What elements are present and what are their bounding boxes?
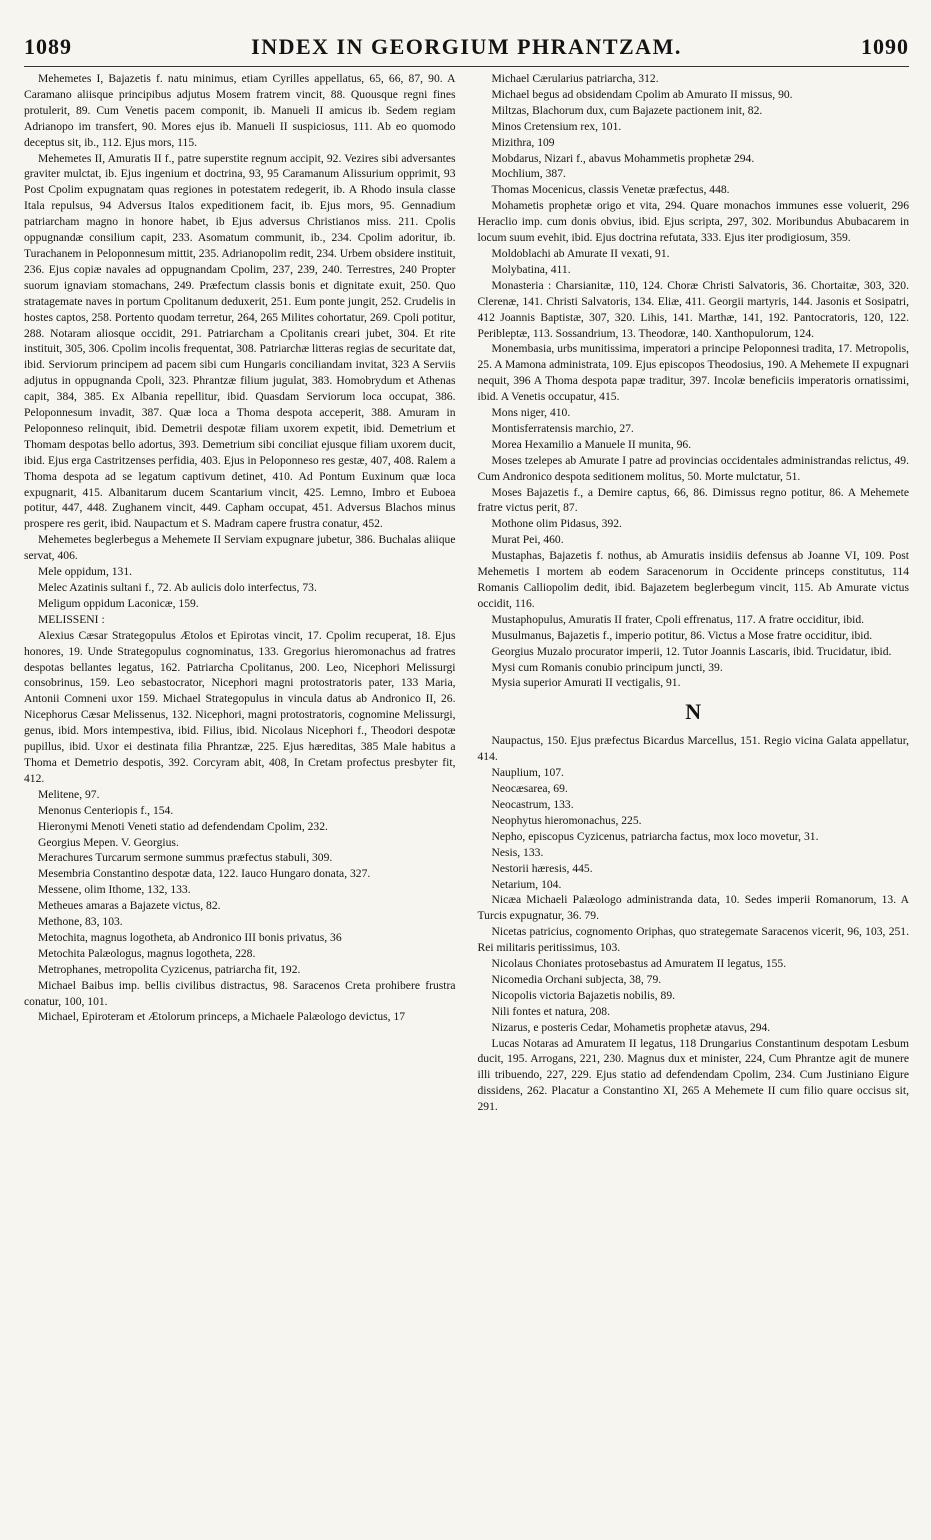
index-entry: Miltzas, Blachorum dux, cum Bajazete pactionem init, 82. bbox=[491, 103, 763, 117]
index-entry: Nili fontes et natura, 208. bbox=[491, 1004, 610, 1018]
index-entry: Moses Bajazetis f., a Demire captus, 66, 86. Dimissus regno potitur, 86. A Mehemete fratre victus perit, 87. bbox=[477, 485, 909, 515]
index-entry: Mehemetes II, Amuratis II f., patre superstite regnum accipit, 92. Vezires sibi adversantes graviter mulctat, ib. Ejus ingenium et doctrina, 93, 95 Caramanum Alissurium opprimit, 93 Post Cpolim expugnatam quas regiones in potestatem redegerit, ib. A Rhodo insula classe Itala repulsus, 94 Adversus Italos expeditionem facit, ib. Ejus mors, 95. Gennadium patriarcham magno in honore habet, ib Ejus adversus Christianos miss. 211. Cpolis oppugnandæ consilium capit, 233. Asomatum communit, ib., 234. Cpolim adoritur, ib. Turachanem in Peloponnesum mittit, 235. Adrianopolim redit, 234. Urbem obsidere instituit, 236. Ejus copiæ navales ad oppugnandam Cpolim, 237, 239, 240. Terrestres, 240 Propter suorum ignaviam stomachans, 249. Præfectum classis bonis et dignitate exuit, 250. Quo stratagemate naves in portum Cpolitanum deduxerit, 251. Eum ponte jungit, 252. Crudelis in hostes captos, 258. Portento quodam terretur, 264, 265 Milites cohortatur, 269. Cpoli potitur, 288. Notaram aliosque occidit, 291. Patriarcham a Cpolitanis creari jubet, 304. Et rite instituit, 305, 306. Cpolim incolis frequentat, 308. Patriarchæ litteras regias de securitate dat, ibid. Serviorum principem ad pacem sibi cum Hungaris conciliandam invitat, 323 A Serviis adjutus in oppugnanda Cpoli, 323. Phrantzæ filium jugulat, 383. Homobrydum et Athenas capit, 384, 385. Ex Albania repellitur, ibid. Quasdam Serviorum loca occupat, 386. Peloponnesum invadit, 387. Quæ loca a Thoma despota acceperit, 388. Amuram in Peloponneso relinquit, ibid. Demetrii despotæ filiam uxorem expetit, ibid. Demetrium et Thomam despotas bello adortus, 393. Demetrium sibi conciliat ejusque filiam uxorem ducit, ibid. Ejus erga Castritzenses perfidia, 403. Ejus in Peloponneso res gestæ, 407, 408. Ralem a Thoma despota ad se legatum captivum detinet, 410. Ad Pontum Euxinum quæ loca expugnarit, 415. Albanitarum ducem Scantarium vincit, 425. Lemno, Imbro et Euboea potitur, 447, 448. Zughanem vincit, 449. Capham occupat, 451. Adversus Blachos minus prospere res gerit, ibid. Naupactum et S. Madram capere frustra conatur, 452. bbox=[24, 151, 456, 531]
index-entry: Nicopolis victoria Bajazetis nobilis, 89. bbox=[491, 988, 676, 1002]
index-entry: Monembasia, urbs munitissima, imperatori a principe Peloponnesi tradita, 17. Metropolis, 25. A Mamona administrata, 109. Ejus episcopos Theodosius, 190. A Mehemete II expugnari nequit, 396 A Thoma despota papæ traditur, 397. Incolæ beneficiis imperatoris ornatissimi, ibid. A Venetis occupatur, 415. bbox=[477, 342, 909, 404]
index-entry: Nauplium, 107. bbox=[491, 766, 564, 780]
index-entry: Nicomedia Orchani subjecta, 38, 79. bbox=[491, 972, 662, 986]
index-entry: Hieronymi Menoti Veneti statio ad defendendam Cpolim, 232. bbox=[38, 819, 328, 833]
index-entry: Mothone olim Pidasus, 392. bbox=[491, 517, 622, 531]
index-entry: Methone, 83, 103. bbox=[38, 915, 123, 929]
index-entry: Menonus Centeriopis f., 154. bbox=[38, 803, 174, 817]
index-entry: Neocæsarea, 69. bbox=[491, 782, 568, 796]
index-entry: Murat Pei, 460. bbox=[491, 533, 564, 547]
index-entry: Michael Cærularius patriarcha, 312. bbox=[491, 72, 659, 85]
index-entry: Mysi cum Romanis conubio principum juncti, 39. bbox=[491, 660, 723, 674]
index-entry: Metheues amaras a Bajazete victus, 82. bbox=[38, 899, 221, 913]
index-entry: Mustaphopulus, Amuratis II frater, Cpoli effrenatus, 117. A fratre occiditur, ibid. bbox=[491, 612, 865, 626]
right-page-number: 1090 bbox=[861, 34, 909, 59]
index-entry: Mochlium, 387. bbox=[491, 167, 566, 181]
section-letter: N bbox=[685, 699, 702, 725]
index-entry: Meligum oppidum Laconicæ, 159. bbox=[38, 596, 199, 610]
index-entry: Mohametis prophetæ origo et vita, 294. Quare monachos immunes esse voluerit, 296 Heraclio imp. cum donis obvius, ibid. Ejus scripta, 297, 302. Moribundus Abubacarem in locum suum evehit, ibid. Ejus doctrina refutata, 333. Ejus iter prodigiosum, 359. bbox=[477, 199, 909, 245]
index-entry: Nicæa Michaeli Palæologo administranda data, 10. Sedes imperii Romanorum, 13. A Turcis expugnatur, 36. 79. bbox=[477, 893, 909, 923]
left-page-number: 1089 bbox=[24, 34, 72, 59]
left-column bbox=[24, 71, 456, 1115]
index-entry: Nicetas patricius, cognomento Oriphas, quo strategemate Saracenos vicerit, 96, 103, 251. Rei militaris peritissimus, 103. bbox=[477, 925, 909, 955]
index-entry: Nicolaus Choniates protosebastus ad Amuratem II legatus, 155. bbox=[491, 957, 787, 971]
index-entry: Lucas Notaras ad Amuratem II legatus, 118 Drungarius Constantinum despotam Lesbum ducit, 195. Arrogans, 221, 230. Magnus dux et minister, 224, Cum Phrantze agit de munere illi tribuendo, 227, 229. Ejus statio ad defendendam Cpolim, 234. Cum Justiniano Eigure dissidens, 262. Placatur a Constantino XI, 265 A Mehemete II cum filio quare occisus sit, 291. bbox=[477, 1036, 909, 1114]
index-entry: Neophytus hieromonachus, 225. bbox=[491, 813, 642, 827]
index-entry: Mustaphas, Bajazetis f. nothus, ab Amuratis insidiis defensus ab Joanne VI, 109. Post Mehemetis I mortem ab eodem Saracenorum in Occidente princeps constitutus, 114 Romanis Calliopolim dedit, ibid. Bajazetem beglerbegum vincit, 115. Ab Amurate victus occidit, 116. bbox=[477, 549, 909, 610]
index-entry: Alexius Cæsar Strategopulus Ætolos et Epirotas vincit, 17. Cpolim recuperat, 18. Ejus honores, 19. Unde Strategopulus cognominatus, 133. Gregorius hieromonachus ad fratres despotas bellantes legatus, 162. Patriarcha Cpolitanus, 200. Leo, Nicephori Melissurgi consobrinus, 159. Leo sebastocrator, Nicephori magni protostratoris pater, 133 Maria, Antonii Comneni uxor 159. Michael Strategopulus in vincula datus ab Andronico II, 26. Nicephorus Cæsar Melissenus, 132. Nicephori, magni protostratoris, cognomine Melissurgi, genus, ibid. Mors intempestiva, ibid. Filius, ibid. Nicolaus Nicephori f., Theodori despotæ pupillus, ibid. Uxor ei destinata filia Phrantzæ, 225. Ejus hæreditas, 385 Male habitus a Thoma et Demetrio despotis, 392. Corcyram abit, 408, In Cretam profectus presbyter fit, 412. bbox=[24, 628, 456, 785]
index-entry: Nestorii hæresis, 445. bbox=[491, 861, 593, 875]
index-entry: Melitene, 97. bbox=[38, 787, 100, 801]
page-title: INDEX IN GEORGIUM PHRANTZAM. bbox=[251, 34, 682, 59]
index-entry: Mons niger, 410. bbox=[491, 406, 571, 420]
right-column bbox=[478, 71, 910, 1115]
index-entry: Neocastrum, 133. bbox=[491, 797, 574, 811]
header-rule bbox=[24, 66, 909, 67]
index-entry: Michael begus ad obsidendam Cpolim ab Amurato II missus, 90. bbox=[491, 87, 793, 101]
index-entry: Nesis, 133. bbox=[491, 845, 544, 859]
index-entry: Mysia superior Amurati II vectigalis, 91. bbox=[491, 676, 681, 690]
index-entry: Nizarus, e posteris Cedar, Mohametis prophetæ atavus, 294. bbox=[491, 1020, 771, 1034]
index-entry: Netarium, 104. bbox=[491, 877, 562, 891]
index-entry: MELISSENI : bbox=[38, 612, 105, 626]
index-entry: Mele oppidum, 131. bbox=[38, 565, 133, 579]
index-entry: Morea Hexamilio a Manuele II munita, 96. bbox=[491, 437, 692, 451]
index-entry: Georgius Mepen. V. Georgius. bbox=[38, 835, 179, 849]
index-entry: Michael, Epiroteram et Ætolorum princeps, a Michaele Palæologo devictus, 17 bbox=[38, 1010, 406, 1024]
index-entry: Monasteria : Charsianitæ, 110, 124. Choræ Christi Salvatoris, 36. Chortaitæ, 303, 320. Clerenæ, 141. Christi Salvatoris, 134. Eliæ, 411. Georgii martyris, 144. Jasonis et Sosipatri, 412 Joannis Baptistæ, 307, 320. Lihis, 141. Marthæ, 141, 192. Pantocratoris, 120, 122. Peribleptæ, 113. Sossandrium, 13. Theodoræ, 140. Xanthopulorum, 124. bbox=[477, 278, 909, 340]
index-entry: Moses tzelepes ab Amurate I patre ad provincias occidentales administrandas relictus, 49. Cum Andronico despota seditionem molitus, 50. Morte mulctatur, 51. bbox=[477, 453, 909, 483]
index-entry: Mehemetes I, Bajazetis f. natu minimus, etiam Cyrilles appellatus, 65, 66, 87, 90. A Caramano aliisque principibus adjutus Mosem fratrem vincit, 88. Quousque regni fines protulerit, 89. Cum Venetis pacem componit, ib. Manueli II amicus ib. Sedem regiam Adrianopo im transfert, 90. Mores ejus ib. Manueli II suspiciosus, 111. Ab eo quomodo deceptus sit, ib., 112. Ejus mors, 115. bbox=[24, 72, 456, 149]
index-entry: Metrophanes, metropolita Cyzicenus, patriarcha fit, 192. bbox=[38, 962, 301, 976]
index-entry: Mehemetes beglerbegus a Mehemete II Serviam expugnare jubetur, 386. Buchalas aliique servat, 406. bbox=[24, 533, 456, 563]
index-entry: Georgius Muzalo procurator imperii, 12. Tutor Joannis Lascaris, ibid. Trucidatur, ibid. bbox=[491, 644, 892, 658]
index-columns bbox=[24, 71, 909, 1115]
index-entry: Naupactus, 150. Ejus præfectus Bicardus Marcellus, 151. Regio vicina Galata appellatur, 414. bbox=[477, 734, 909, 764]
index-entry: Messene, olim Ithome, 132, 133. bbox=[38, 883, 191, 897]
index-entry: Metochita Palæologus, magnus logotheta, 228. bbox=[38, 946, 256, 960]
index-entry: Moldoblachi ab Amurate II vexati, 91. bbox=[491, 246, 670, 260]
index-entry: Metochita, magnus logotheta, ab Andronico III bonis privatus, 36 bbox=[38, 930, 342, 944]
index-entry: Mizithra, 109 bbox=[491, 135, 555, 149]
index-entry: Mesembria Constantino despotæ data, 122. Iauco Hungaro donata, 327. bbox=[38, 867, 371, 881]
index-entry: Musulmanus, Bajazetis f., imperio potitur, 86. Victus a Mose fratre occiditur, ibid. bbox=[491, 628, 873, 642]
index-entry: Michael Baibus imp. bellis civilibus distractus, 98. Saracenos Creta prohibere frustra conatur, 100, 101. bbox=[24, 978, 456, 1008]
index-entry: Merachures Turcarum sermone summus præfectus stabuli, 309. bbox=[38, 851, 333, 865]
index-entry: Mobdarus, Nizari f., abavus Mohammetis prophetæ 294. bbox=[491, 151, 755, 165]
index-entry: Nepho, episcopus Cyzicenus, patriarcha factus, mox loco movetur, 31. bbox=[491, 829, 819, 843]
index-entry: Montisferratensis marchio, 27. bbox=[491, 421, 634, 435]
running-header bbox=[24, 34, 909, 60]
index-entry: Minos Cretensium rex, 101. bbox=[491, 119, 622, 133]
index-entry: Thomas Mocenicus, classis Venetæ præfectus, 448. bbox=[491, 183, 730, 197]
index-entry: Melec Azatinis sultani f., 72. Ab aulicis dolo interfectus, 73. bbox=[38, 581, 317, 594]
index-entry: Molybatina, 411. bbox=[491, 262, 571, 276]
